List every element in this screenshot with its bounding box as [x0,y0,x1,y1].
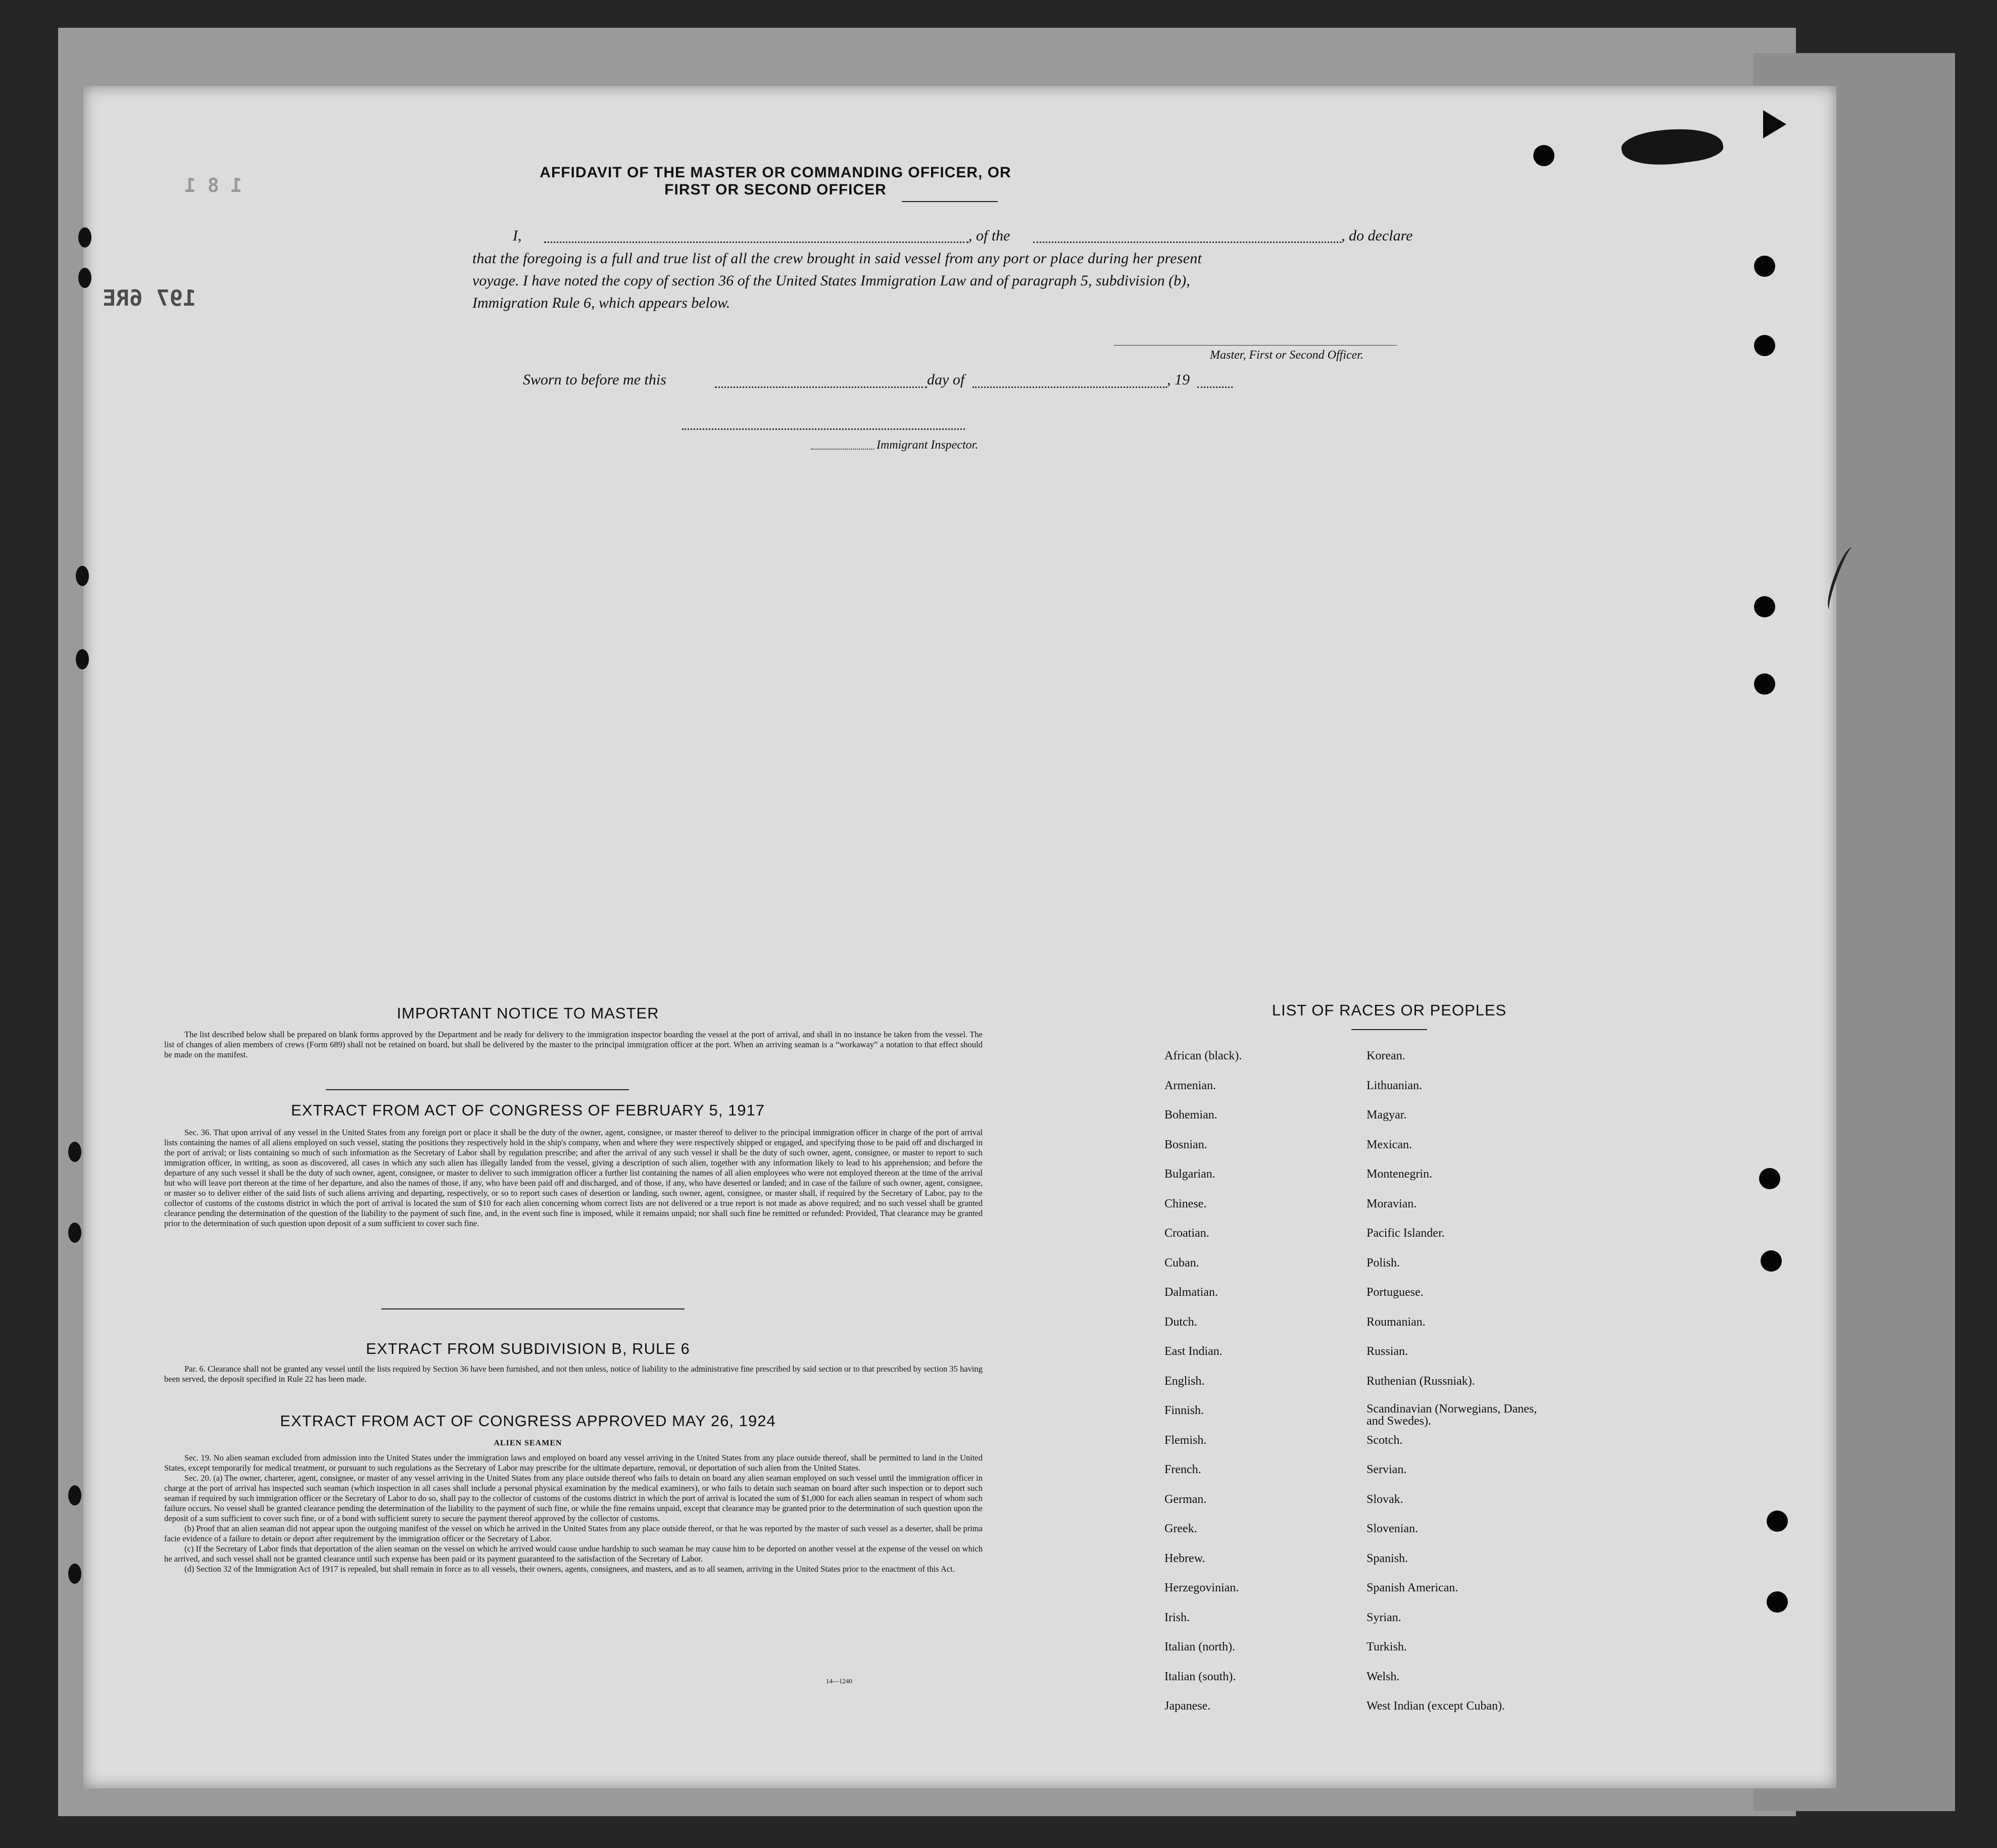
races-left-column [1164,1048,1356,1728]
affidavit-line2: that the foregoing is a full and true list of all the crew brought in said vessel from any port or place during her present [472,250,1202,267]
punch-hole [1767,1591,1788,1613]
race-item: Korean. [1367,1049,1405,1062]
race-item: Montenegrin. [1367,1168,1432,1181]
month-blank[interactable] [972,386,1167,388]
affidavit-line4: Immigration Rule 6, which appears below. [472,295,730,311]
race-item: Spanish. [1367,1551,1408,1565]
edge-hole [68,1564,81,1584]
section-20d-paragraph: (d) Section 32 of the Immigration Act of 1917 is repealed, but shall remain in force as to all vessels, their owners, agents, consignees, and masters, and as to all seamen, arriving in the United States prior to the enactment of this Act. [184,1564,955,1574]
punch-hole [1754,673,1775,695]
race-item: Syrian. [1367,1611,1401,1624]
race-item: Herzegovinian. [1164,1581,1239,1594]
race-item: Croatian. [1164,1227,1209,1240]
race-item: Slovenian. [1367,1522,1418,1535]
section-36-paragraph: Sec. 36. That upon arrival of any vessel in the United States from any foreign port or place it shall be the duty of the owner, agent, consignee, or master thereof to deliver to the principal immigration officer in charge of the port of arrival lists containing the names of all aliens employed on such vessel, stating the positions they respectively hold in the ship's company, when and where they were respectively shipped or engaged, and specifying those to be paid off and discharged in the port of arrival; or lists containing so much of such information as the Secretary of Labor shall by regulation prescribe; and after the arrival of any such vessel it shall be the duty of such owner, agent, consignee, or master to report to such immigration officer, in writing, as soon as discovered, all cases in which any such alien has illegally landed from the vessel, giving a description of such alien, together with any information likely to lead to his apprehension; and before the departure of any such vessel it shall be the duty of such owner, agent, consignee, or master to deliver to such immigration officer a further list containing the names of all alien employees who were not employed thereon at the time of the arrival but who will leave port thereon at the time of her departure, and also the names of those, if any, who have been paid off and discharged, and of those, if any, who have deserted or landed; and in case of the failure of such owner, agent, consignee, or master so to deliver either of the said lists of such aliens arriving and departing, respectively, or so to report such cases of desertion or landing, such owner, agent, consignee, or master shall, if required by the Secretary of Labor, pay to the collector of customs of the customs district in which the port of arrival is located the sum of $10 for each alien concerning whom correct lists are not delivered or a true report is not made as above required; and no such vessel shall be granted clearance pending the determination of the question of the liability to the payment of such fine, and, in the event such fine is imposed, while it remains unpaid; nor shall such fine be remitted or refunded: Provided, That clearance may be granted prior to the determination of such question upon deposit of a sum sufficient to cover such fine. [164,1128,983,1228]
notice-rule [326,1089,629,1090]
races-title: LIST OF RACES OR PEOPLES [1272,1001,1507,1019]
stamp-left: 197 6RE [103,285,197,311]
notice-title: IMPORTANT NOTICE TO MASTER [397,1004,659,1022]
race-item: Flemish. [1164,1433,1207,1447]
affidavit-line3: voyage. I have noted the copy of section 36 of the United States Immigration Law and of paragraph 5, subdivision (b), [472,272,1190,289]
day-blank[interactable] [715,386,927,388]
edge-hole [78,227,91,248]
extract-1917-title: EXTRACT FROM ACT OF CONGRESS OF FEBRUARY 5, 1917 [290,1101,765,1119]
race-item: Turkish. [1367,1640,1407,1654]
race-item: Japanese. [1164,1699,1211,1713]
section-20a-paragraph: Sec. 20. (a) The owner, charterer, agent, consignee, or master of any vessel arriving in the United States from any place outside thereof who fails to detain on board any alien seaman employed on such vessel until the immigration officer in charge at the port of arrival has inspected such seaman (which inspection in all cases shall include a personal physical examination by the medical examiners), or who fails to detain such seaman on board after such inspection or to deport such seaman if required by such immigration officer or the Secretary of Labor to do so, shall pay to the collector of customs of the customs district in which the port of arrival is located the sum of $1,000 for each alien seaman in respect of whom such failure occurs. No vessel shall be granted clearance pending the determination of the liability to the payment of such fine, or while the fine remains unpaid, except that clearance may be granted prior to the determination of such question upon the deposit of a sum sufficient to cover such fine, or of a bond with sufficient surety to secure the payment thereof approved by the collector of customs. [164,1473,983,1523]
race-item: African (black). [1164,1049,1242,1062]
rule-6-body [164,1364,983,1384]
race-item: Spanish American. [1367,1581,1458,1594]
race-item: Servian. [1367,1463,1407,1476]
punch-hole [1759,1168,1780,1189]
section-20b-paragraph: (b) Proof that an alien seaman did not appear upon the outgoing manifest of the vessel on which he arrived in the United States from any place outside thereof, or that he was reported by the master of such vessel as a deserter, shall be prima facie evidence of a failure to detain or deport after requirement by the immigration officer or the Secretary of Labor. [164,1524,983,1543]
race-item: Dalmatian. [1164,1286,1218,1299]
race-item: Russian. [1367,1345,1408,1358]
extract-1917-rule [381,1308,685,1309]
edge-hole [68,1485,81,1505]
race-item: Polish. [1367,1256,1400,1270]
edge-hole [68,1142,81,1162]
inspector-signature-line[interactable] [682,428,965,430]
inspector-label: Immigrant Inspector. [876,439,979,452]
extract-1924-title: EXTRACT FROM ACT OF CONGRESS APPROVED MAY 26, 1924 [280,1412,776,1430]
title-underline [902,201,998,202]
race-item: Roumanian. [1367,1315,1426,1329]
punch-hole [1754,256,1775,277]
punch-hole [1767,1511,1788,1532]
vessel-blank[interactable] [1033,241,1341,243]
edge-hole [76,566,89,586]
rule-6-paragraph: Par. 6. Clearance shall not be granted any vessel until the lists required by Section 36 have been furnished, and not then unless, notice of liability to the administrative fine prescribed by said section or to that prescribed by section 35 having been served, the deposit specified in Rule 22 has been made. [164,1364,983,1384]
master-signature-line[interactable] [1114,345,1397,346]
notice-paragraph: The list described below shall be prepared on blank forms approved by the Department and be ready for delivery to the immigration inspector boarding the vessel at the port of arrival, and shall in no instance be taken from the vessel. The list of changes of alien members of crews (Form 689) shall not be retained on board, but shall be delivered by the master to the principal immigration officer at the port. When an arriving seaman is a “workaway” a notation to that effect should be made on the manifest. [164,1030,983,1059]
punch-hole [1754,335,1775,356]
page-tab-mark [1763,110,1786,138]
race-item: Greek. [1164,1522,1197,1535]
race-item: English. [1164,1374,1205,1388]
race-item: Portuguese. [1367,1286,1424,1299]
affidavit-title: AFFIDAVIT OF THE MASTER OR COMMANDING OFFICER, OR FIRST OR SECOND OFFICER [540,164,1011,198]
race-item: Bulgarian. [1164,1168,1215,1181]
master-signature-label: Master, First or Second Officer. [1210,349,1363,362]
affidavit-line1-mid: , of the [968,227,1010,244]
race-item: Magyar. [1367,1108,1407,1122]
race-item: Lithuanian. [1367,1079,1422,1092]
notice-body [164,1030,983,1060]
sworn-text-mid: day of [927,371,965,388]
race-item: East Indian. [1164,1345,1223,1358]
race-item: German. [1164,1492,1207,1506]
punch-hole [1754,596,1775,617]
race-item: Slovak. [1367,1492,1403,1506]
race-item: Dutch. [1164,1315,1197,1329]
affidavit-line1-end: , do declare [1341,227,1413,244]
race-item: French. [1164,1463,1201,1476]
races-title-rule [1351,1029,1427,1030]
race-item: Pacific Islander. [1367,1227,1445,1240]
sworn-text-start: Sworn to before me this [523,371,666,388]
race-item: Irish. [1164,1611,1190,1624]
extract-1917-body [164,1128,983,1229]
section-19-paragraph: Sec. 19. No alien seaman excluded from admission into the United States under the immigration laws and employed on board any vessel arriving in the United States from any place outside thereof, shall be permitted to land in the United States, except temporarily for medical treatment, or pursuant to such regulations as the Secretary of Labor may prescribe for the ultimate departure, removal, or deportation of such alien from the United States. [164,1453,983,1473]
edge-hole [76,649,89,669]
race-item: Italian (south). [1164,1670,1236,1683]
race-item: Chinese. [1164,1197,1207,1210]
race-item: Mexican. [1367,1138,1412,1151]
extract-1924-body [164,1453,983,1574]
race-item: Armenian. [1164,1079,1216,1092]
race-item: Scotch. [1367,1433,1403,1447]
sworn-text-year: , 19 [1167,371,1190,388]
stamp-top: 1 8 1 [184,174,242,197]
race-item: Welsh. [1367,1670,1400,1683]
edge-hole [78,268,91,288]
rule-6-title: EXTRACT FROM SUBDIVISION B, RULE 6 [366,1340,690,1357]
affidavit-line1-start: I, [513,227,522,244]
edge-hole [68,1223,81,1243]
punch-hole [1761,1250,1782,1272]
race-item: Moravian. [1367,1197,1417,1210]
alien-seamen-subtitle: ALIEN SEAMEN [494,1439,562,1447]
year-blank[interactable] [1197,386,1233,388]
race-item: Scandinavian (Norwegians, Danes, and Swedes). [1367,1402,1537,1428]
form-page [83,86,1836,1788]
inspector-dots [811,449,874,450]
race-item: Cuban. [1164,1256,1199,1270]
race-item: Bohemian. [1164,1108,1217,1122]
race-item: West Indian (except Cuban). [1367,1699,1505,1713]
race-item: Finnish. [1164,1404,1204,1417]
race-item: Italian (north). [1164,1640,1235,1654]
races-right-column [1367,1048,1589,1728]
race-item: Hebrew. [1164,1551,1205,1565]
punch-hole [1533,145,1554,166]
name-blank[interactable] [544,241,968,243]
race-item: Ruthenian (Russniak). [1367,1374,1475,1388]
section-20c-paragraph: (c) If the Secretary of Labor finds that deportation of the alien seaman on the vessel on which he arrived would cause undue hardship to such seaman he may cause him to be deported on another vessel at the expense of the vessel on which he arrived, and such vessel shall not be granted clearance until such expense has been paid or its payment guaranteed to the satisfaction of the Secretary of Labor. [164,1544,983,1564]
race-item: Bosnian. [1164,1138,1207,1151]
form-number: 14—1240 [826,1677,852,1685]
